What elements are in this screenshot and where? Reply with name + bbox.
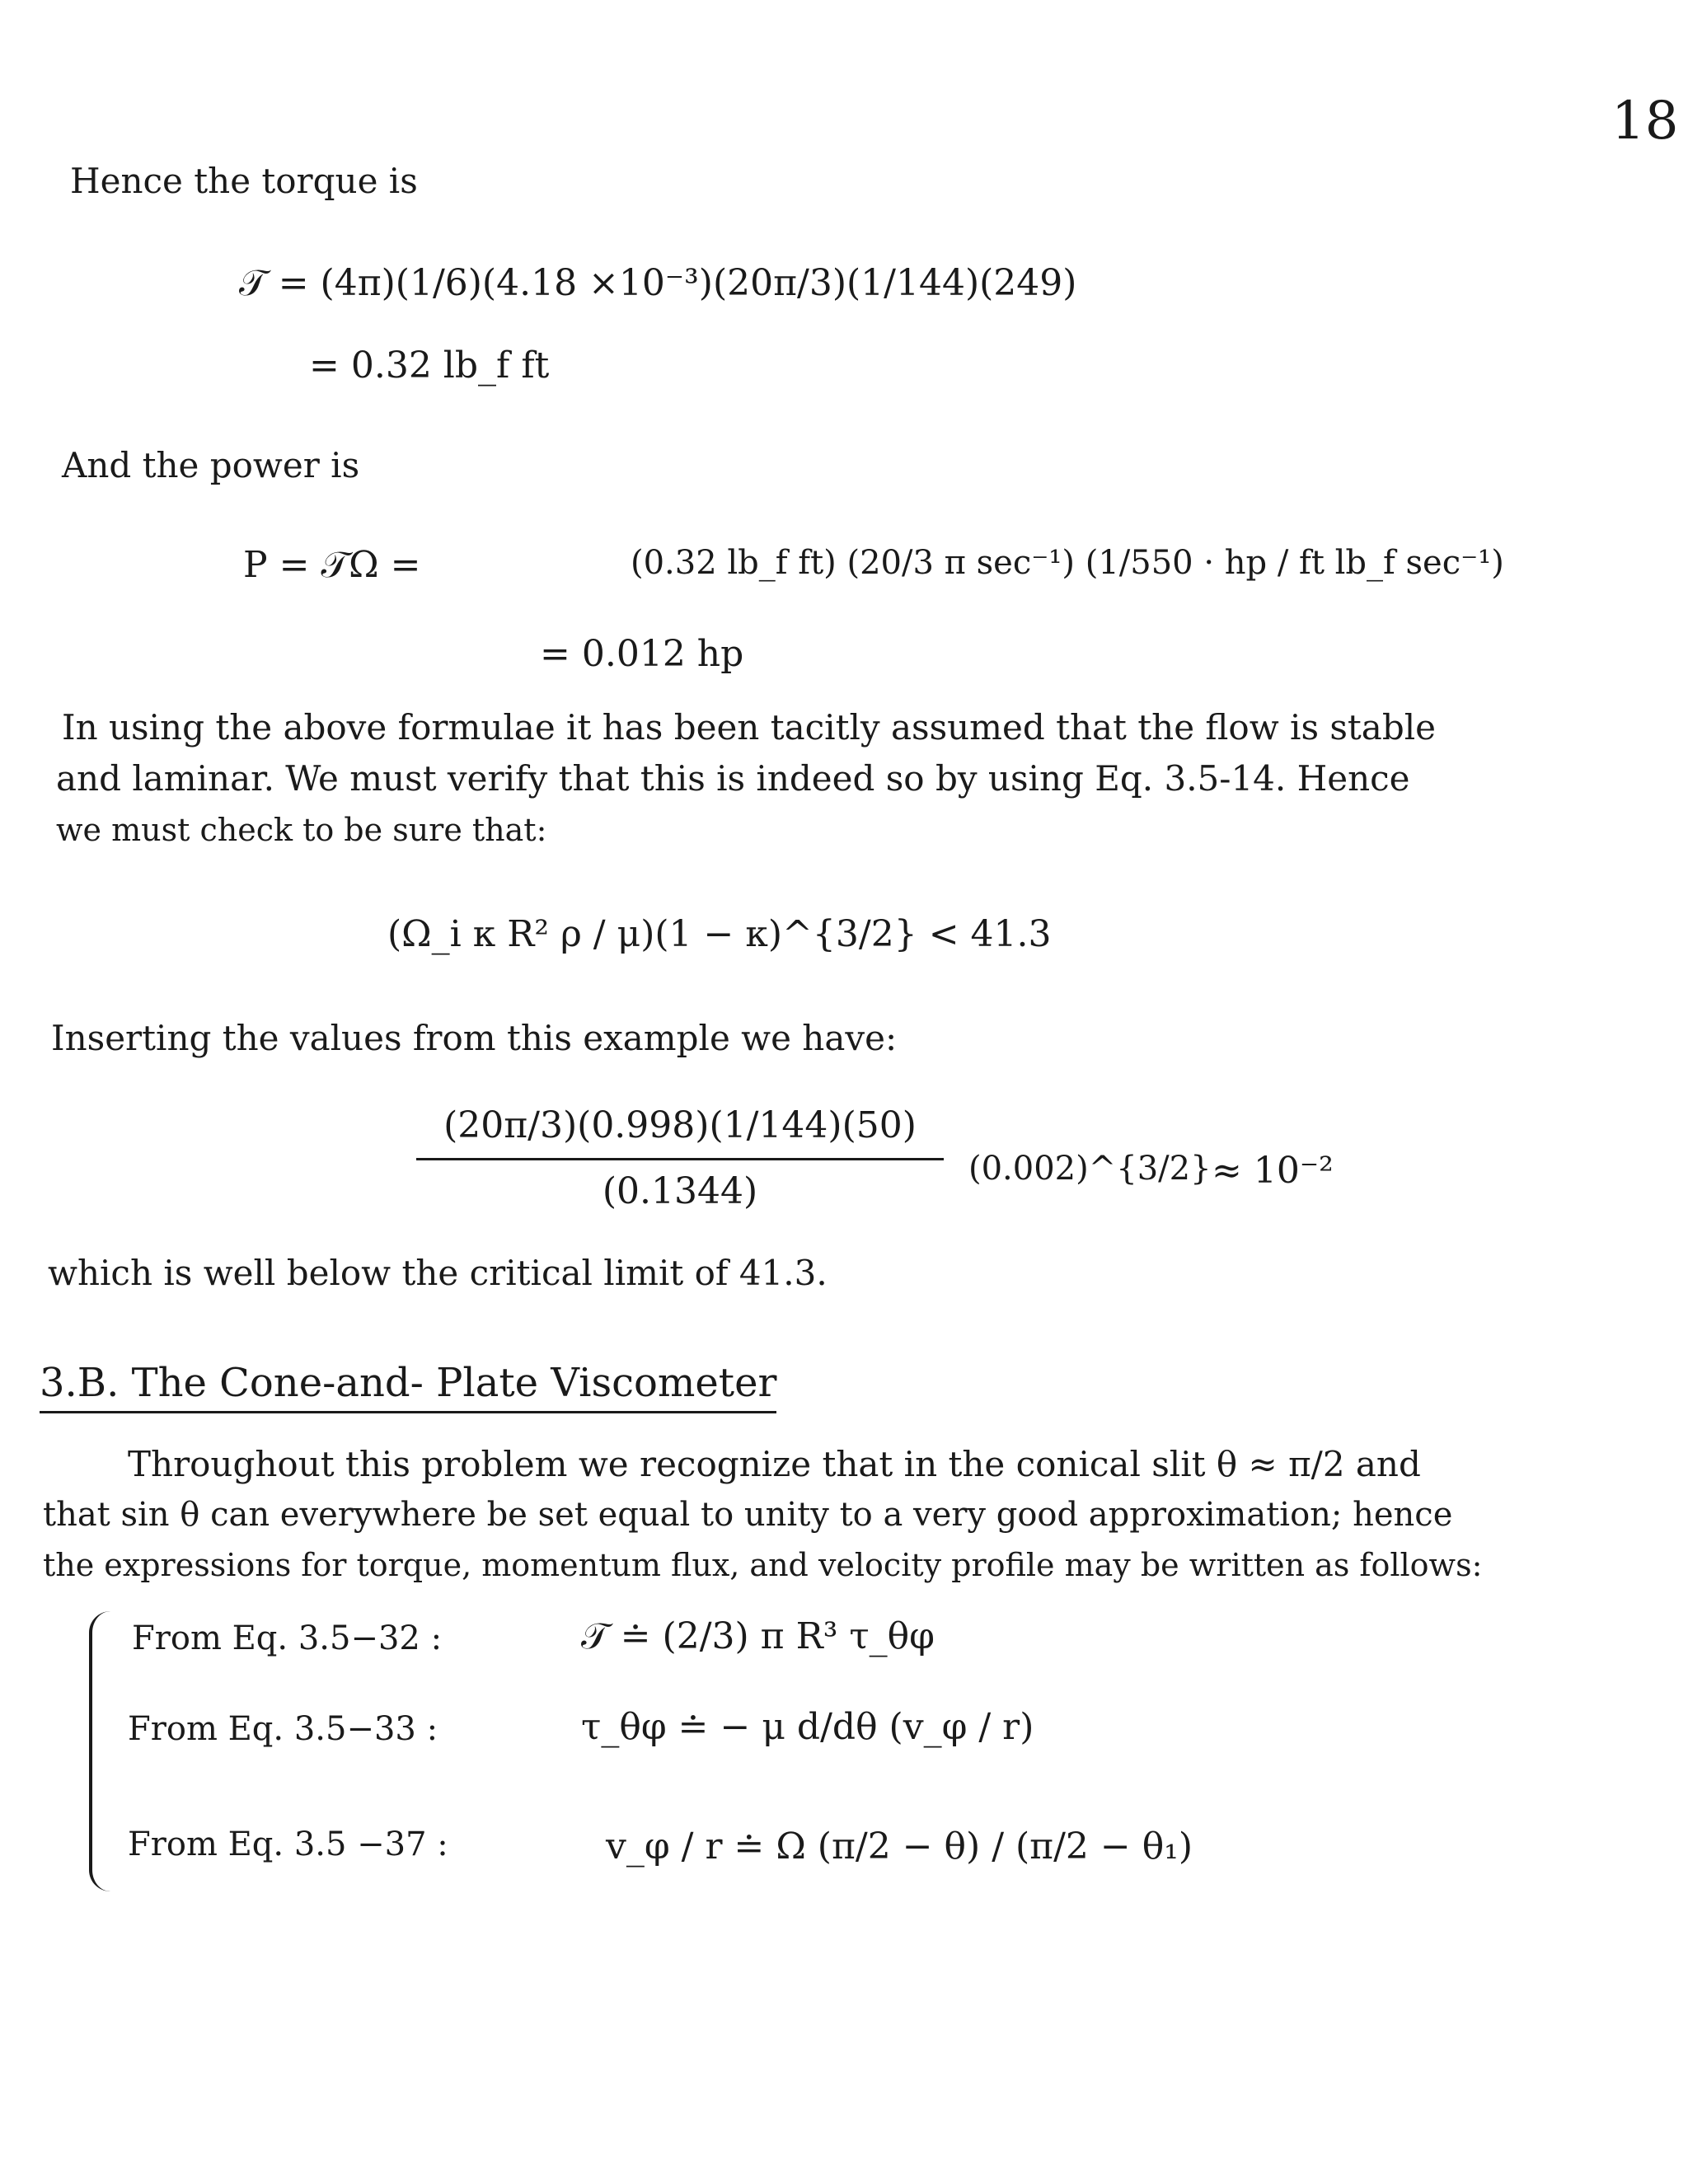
power-rhs: (0.32 lb_f ft) (20/3 π sec⁻¹) (1/550 · hp / ft lb_f sec⁻¹) — [631, 544, 1504, 582]
power-result: = 0.012 hp — [540, 633, 744, 675]
reynolds-fraction — [416, 1104, 944, 1212]
reynolds-denominator: (0.1344) — [602, 1170, 758, 1212]
reynolds-numerator: (20π/3)(0.998)(1/144)(50) — [443, 1104, 917, 1146]
kappa-factor: (0.002)^{3/2} — [968, 1150, 1212, 1188]
cone-paragraph-line-3: the expressions for torque, momentum flux, and velocity profile may be written as follows: — [43, 1547, 1483, 1583]
stability-criterion: (Ω_i κ R² ρ / μ)(1 − κ)^{3/2} < 41.3 — [387, 913, 1052, 955]
power-intro: And the power is — [62, 445, 360, 485]
laminar-paragraph-line-2: and laminar. We must verify that this is indeed so by using Eq. 3.5-14. Hence — [56, 758, 1410, 799]
torque-expression: 𝒯 = (4π)(1/6)(4.18 ×10⁻³)(20π/3)(1/144)(249) — [239, 262, 1077, 304]
equation-label-3: From Eq. 3.5 −37 : — [128, 1825, 448, 1863]
power-lhs: P = 𝒯Ω = — [243, 544, 421, 586]
section-heading-3b: 3.B. The Cone-and- Plate Viscometer — [40, 1360, 776, 1413]
cone-paragraph-line-1: Throughout this problem we recognize that in the conical slit θ ≈ π/2 and — [128, 1444, 1421, 1484]
equation-formula-3: v_φ / r ≐ Ω (π/2 − θ) / (π/2 − θ₁) — [606, 1825, 1193, 1868]
torque-intro: Hence the torque is — [70, 161, 418, 201]
equation-group-brace — [89, 1611, 110, 1891]
laminar-paragraph-line-3: we must check to be sure that: — [56, 812, 547, 848]
approx-result: ≈ 10⁻² — [1212, 1150, 1334, 1192]
equation-label-1: From Eq. 3.5−32 : — [132, 1619, 443, 1657]
page-number: 18 — [1611, 91, 1679, 152]
equation-formula-1: 𝒯 ≐ (2/3) π R³ τ_θφ — [581, 1615, 935, 1657]
torque-result: = 0.32 lb_f ft — [309, 344, 550, 387]
conclusion-text: which is well below the critical limit of 41.3. — [48, 1253, 828, 1293]
equation-formula-2: τ_θφ ≐ − μ d/dθ (v_φ / r) — [581, 1706, 1034, 1748]
inserting-values-text: Inserting the values from this example we have: — [51, 1018, 898, 1058]
equation-label-2: From Eq. 3.5−33 : — [128, 1710, 438, 1748]
laminar-paragraph-line-1: In using the above formulae it has been tacitly assumed that the flow is stable — [62, 707, 1436, 748]
cone-paragraph-line-2: that sin θ can everywhere be set equal to unity to a very good approximation; hence — [43, 1496, 1453, 1534]
